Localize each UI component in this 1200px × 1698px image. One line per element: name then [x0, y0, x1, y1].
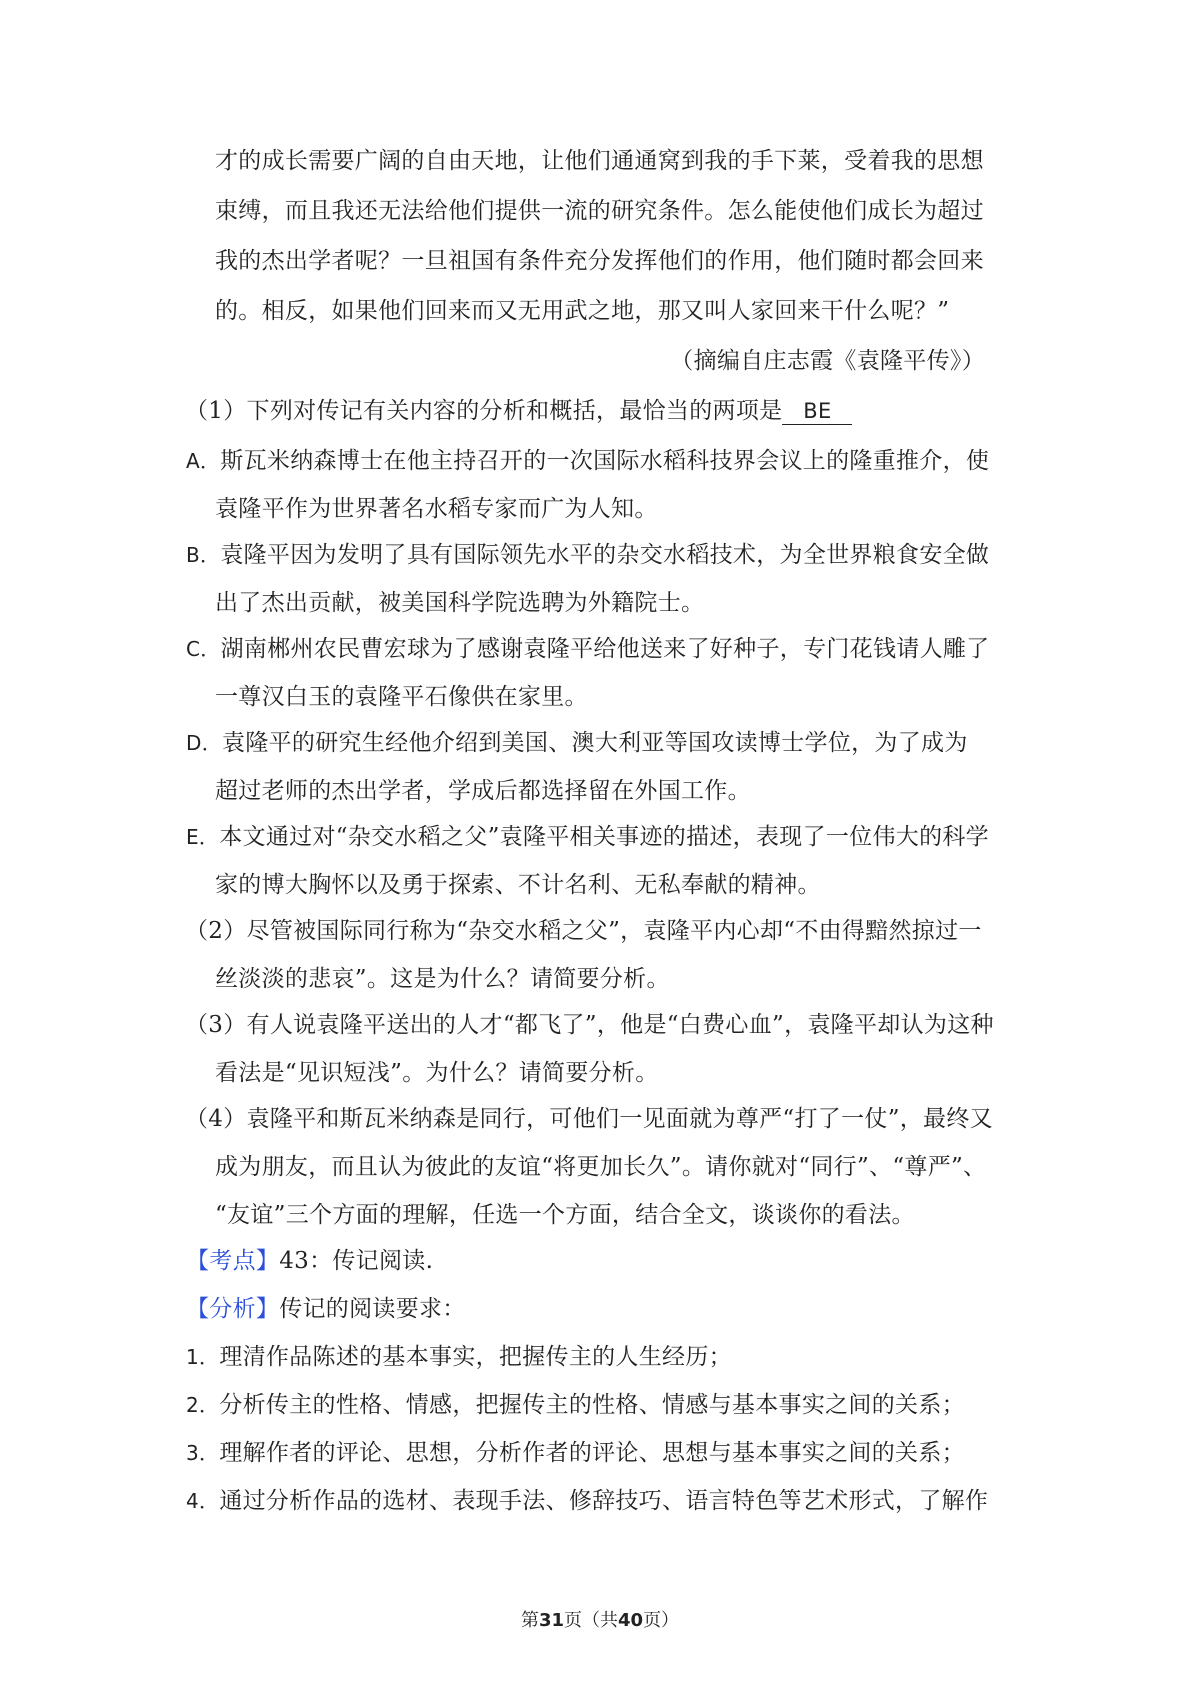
page-footer: [0, 1606, 1200, 1632]
question-2: （2）尽管被国际同行称为“杂交水稻之父”，袁隆平内心却“不由得黯然掠过一: [185, 918, 982, 944]
option-label: C．: [186, 637, 221, 661]
option-text: 袁隆平因为发明了具有国际领先水平的杂交水稻技术，为全世界粮食安全做: [220, 542, 990, 568]
passage-line-3: 我的杰出学者呢？一旦祖国有条件充分发挥他们的作用，他们随时都会回来: [215, 248, 984, 274]
question-1-text: （1）下列对传记有关内容的分析和概括，最恰当的两项是: [185, 398, 783, 424]
option-d-cont: 超过老师的杰出学者，学成后都选择留在外国工作。: [215, 778, 751, 804]
option-a-cont: 袁隆平作为世界著名水稻专家而广为人知。: [215, 496, 658, 522]
option-a: [186, 446, 989, 476]
fenxi-text: 传记的阅读要求：: [279, 1296, 466, 1322]
fenxi-line: [186, 1294, 466, 1324]
option-e-cont: 家的博大胸怀以及勇于探索、不计名利、无私奉献的精神。: [215, 872, 821, 898]
requirement-text: 理清作品陈述的基本事实，把握传主的人生经历；: [219, 1344, 732, 1370]
question-4-cont-2: “友谊”三个方面的理解，任选一个方面，结合全文，谈谈你的看法。: [215, 1202, 915, 1228]
requirement-1: [186, 1342, 732, 1372]
passage-line-1: 才的成长需要广阔的自由天地，让他们通通窝到我的手下莱，受着我的思想: [215, 148, 984, 174]
footer-mid: 页（共: [564, 1610, 618, 1631]
option-text: 湖南郴州农民曹宏球为了感谢袁隆平给他送来了好种子，专门花钱请人雕了: [220, 636, 990, 662]
requirement-number: 1．: [186, 1345, 220, 1369]
requirement-2: [186, 1390, 965, 1420]
kaodian-text: 43：传记阅读.: [279, 1248, 434, 1274]
question-3: （3）有人说袁隆平送出的人才“都飞了”，他是“白费心血”，袁隆平却认为这种: [185, 1012, 994, 1038]
question-2-cont: 丝淡淡的悲哀”。这是为什么？请简要分析。: [215, 966, 670, 992]
option-label: B．: [186, 543, 221, 567]
question-1: [185, 396, 852, 426]
requirement-number: 3．: [186, 1441, 220, 1465]
requirement-text: 通过分析作品的选材、表现手法、修辞技巧、语言特色等艺术形式，了解作: [219, 1488, 989, 1514]
passage-line-4: 的。相反，如果他们回来而又无用武之地，那又叫人家回来干什么呢？”: [215, 298, 950, 324]
answer-blank: BE: [782, 398, 852, 425]
footer-page-number: 31: [538, 1610, 564, 1631]
requirement-number: 2．: [186, 1393, 220, 1417]
option-c: [186, 634, 989, 664]
passage-line-2: 束缚，而且我还无法给他们提供一流的研究条件。怎么能使他们成长为超过: [215, 198, 984, 224]
fenxi-tag: 【分析】: [186, 1296, 280, 1322]
passage-source: （摘编自庄志霞《袁隆平传》）: [670, 348, 985, 374]
option-text: 袁隆平的研究生经他介绍到美国、澳大利亚等国攻读博士学位，为了成为: [222, 730, 968, 756]
requirement-3: [186, 1438, 965, 1468]
option-text: 本文通过对“杂交水稻之父”袁隆平相关事迹的描述，表现了一位伟大的科学: [219, 824, 989, 850]
requirement-number: 4．: [186, 1489, 220, 1513]
option-d: [186, 728, 968, 758]
option-b-cont: 出了杰出贡献，被美国科学院选聘为外籍院士。: [215, 590, 705, 616]
footer-suffix: 页）: [643, 1610, 680, 1631]
requirement-text: 分析传主的性格、情感，把握传主的性格、情感与基本事实之间的关系；: [219, 1392, 965, 1418]
option-label: A．: [186, 449, 221, 473]
option-e: [186, 822, 989, 852]
footer-prefix: 第: [520, 1610, 539, 1631]
question-3-cont: 看法是“见识短浅”。为什么？请简要分析。: [215, 1060, 659, 1086]
option-c-cont: 一尊汉白玉的袁隆平石像供在家里。: [215, 684, 588, 710]
option-label: E．: [186, 825, 220, 849]
option-text: 斯瓦米纳森博士在他主持召开的一次国际水稻科技界会议上的隆重推介，使: [220, 448, 990, 474]
option-b: [186, 540, 989, 570]
kaodian-tag: 【考点】: [186, 1248, 280, 1274]
kaodian-line: [186, 1246, 433, 1276]
requirement-4: [186, 1486, 988, 1516]
option-label: D．: [186, 731, 223, 755]
footer-total-pages: 40: [618, 1610, 644, 1631]
requirement-text: 理解作者的评论、思想，分析作者的评论、思想与基本事实之间的关系；: [219, 1440, 965, 1466]
question-4-cont-1: 成为朋友，而且认为彼此的友谊“将更加长久”。请你就对“同行”、“尊严”、: [215, 1154, 987, 1180]
question-4: （4）袁隆平和斯瓦米纳森是同行，可他们一见面就为尊严“打了一仗”，最终又: [185, 1106, 993, 1132]
